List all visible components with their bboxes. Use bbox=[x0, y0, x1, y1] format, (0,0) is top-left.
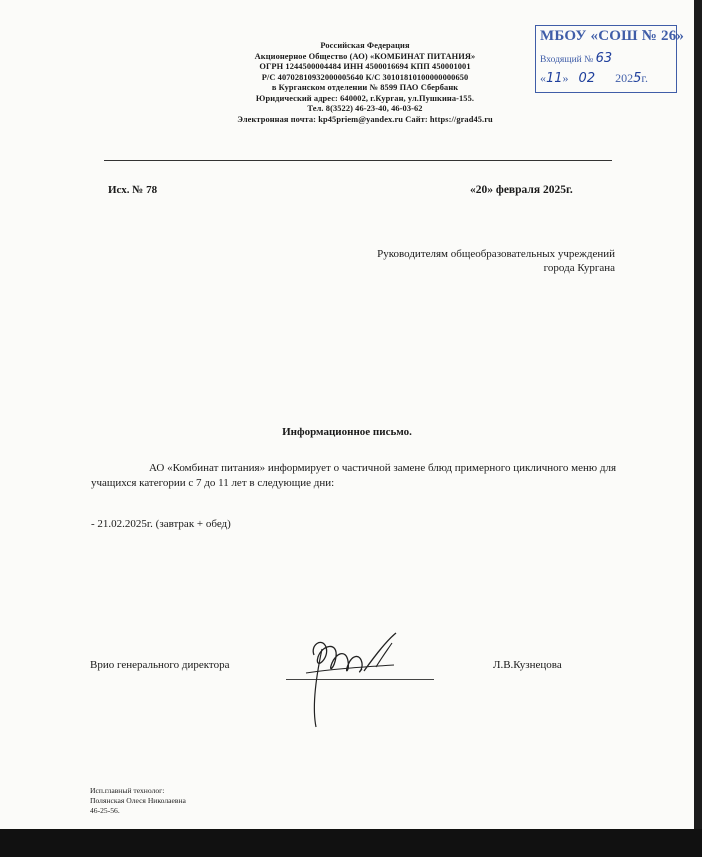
scan-edge-bottom bbox=[0, 829, 702, 857]
letterhead-line: Российская Федерация bbox=[320, 41, 410, 50]
addressee-line: Руководителям общеобразовательных учреждений bbox=[377, 248, 615, 260]
header-divider bbox=[104, 160, 612, 161]
letterhead-line: в Курганском отделении № 8599 ПАО Сбербанк bbox=[271, 83, 459, 92]
stamp-org: МБОУ «СОШ № 26» bbox=[540, 28, 685, 44]
incoming-stamp bbox=[535, 25, 685, 93]
stamp-incoming-number: 63 bbox=[595, 51, 613, 66]
date-list-item: - 21.02.2025г. (завтрак + обед) bbox=[91, 518, 231, 530]
letterhead-line: Акционерное Общество (АО) «КОМБИНАТ ПИТАНИЯ» bbox=[254, 51, 476, 61]
letter-title: Информационное письмо. bbox=[282, 426, 412, 438]
body-paragraph: АО «Комбинат питания» информирует о частичной замене блюд примерного цикличного меню для учащихся категории с 7 до 11 лет в следующие дни: bbox=[91, 462, 617, 489]
signer-name: Л.В.Кузнецова bbox=[493, 659, 562, 671]
stamp-date-year-prefix: 202 bbox=[615, 71, 634, 85]
executor-footer bbox=[90, 786, 186, 816]
letterhead-line: Тел. 8(3522) 46-23-40, 46-03-62 bbox=[307, 104, 423, 113]
letterhead-line: Электронная почта: kp45priem@yandex.ru Сайт: https://grad45.ru bbox=[237, 114, 493, 124]
footer-line: Исп.главный технолог: bbox=[90, 786, 165, 795]
stamp-incoming bbox=[540, 51, 612, 66]
letter-body bbox=[91, 461, 616, 490]
scan-edge-right bbox=[694, 0, 702, 857]
handwritten-signature bbox=[292, 627, 412, 732]
stamp-year-mark: г. bbox=[641, 71, 648, 85]
addressee bbox=[300, 247, 615, 275]
letterhead bbox=[150, 41, 580, 125]
stamp-date-year-suffix: 5 bbox=[633, 71, 642, 86]
letterhead-line: Юридический адрес: 640002, г.Курган, ул.Пушкина-155. bbox=[255, 93, 475, 103]
stamp-date-day: 11 bbox=[546, 71, 563, 86]
letterhead-line: Р/С 40702810932000005640 К/С 30101810100000000650 bbox=[261, 72, 469, 82]
stamp-date: «11» 02 2025г. bbox=[540, 71, 648, 86]
stamp-date-month: 02 bbox=[578, 71, 596, 86]
letterhead-line: ОГРН 1244500004484 ИНН 4500016694 КПП 450001001 bbox=[259, 62, 471, 71]
stamp-incoming-label: Входящий № bbox=[540, 55, 594, 65]
outgoing-reference: Исх. № 78 bbox=[108, 184, 158, 196]
footer-line: 46-25-56. bbox=[90, 806, 120, 815]
footer-line: Полянская Олеся Николаевна bbox=[90, 796, 186, 805]
addressee-line: города Кургана bbox=[543, 262, 615, 274]
signer-position: Врио генерального директора bbox=[90, 659, 230, 671]
letter-date: «20» февраля 2025г. bbox=[470, 184, 573, 196]
